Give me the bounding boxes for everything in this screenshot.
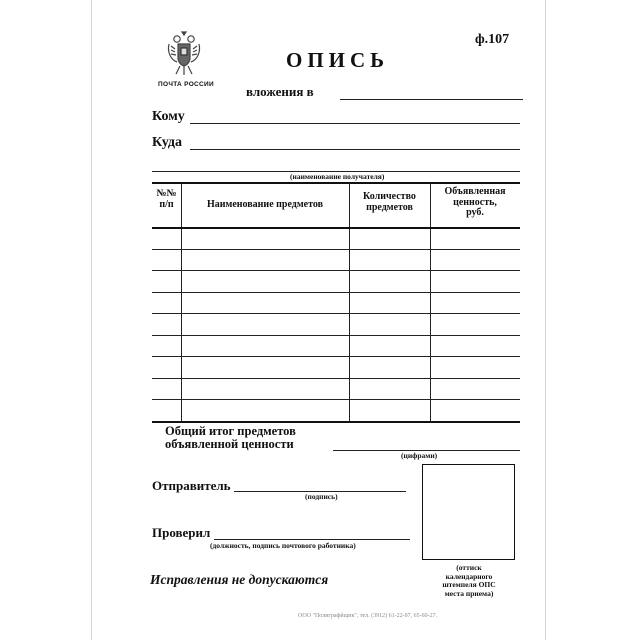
stamp-caption [414,564,524,598]
totals-label-line1: Общий итог предметов [165,424,296,438]
totals-label-line2: объявленной ценности [165,437,294,451]
table-row[interactable] [152,356,520,357]
header-value-line3: руб. [466,207,484,218]
postmark-stamp-box[interactable] [422,464,515,560]
printer-footer: ООО "Полиграфйщик", тел. (3912) 61-22-97, 65-60-27. [298,613,438,619]
table-header-bottom [152,227,520,229]
subtitle-label: вложения в [246,84,314,99]
checked-caption: (должность, подпись почтового работника) [210,541,356,550]
header-declared-value [430,187,520,219]
stamp-caption-line1: (оттиск [456,563,482,572]
sender-label: Отправитель [152,478,231,493]
header-value-line2: ценность, [453,196,497,208]
table-row[interactable] [152,313,520,314]
header-quantity-line2: предметов [366,201,413,213]
double-headed-eagle-icon [165,30,203,80]
table-row[interactable] [152,249,520,250]
stamp-caption-line4: места приема) [444,588,494,598]
where-field-line-1[interactable] [190,149,520,150]
checked-field[interactable] [214,539,410,540]
table-row[interactable] [152,378,520,379]
recipient-caption: (наименование получателя) [290,172,385,181]
to-field[interactable] [190,123,520,124]
table-row[interactable] [152,399,520,400]
sender-signature-caption: (подпись) [305,492,338,501]
page-title: ОПИСЬ [286,48,390,72]
brand-label: ПОЧТА РОССИИ [158,81,214,88]
totals-digits-caption: (цифрами) [401,451,438,460]
header-item-name: Наименование предметов [206,199,324,210]
checked-label: Проверил [152,525,211,540]
subtitle-field[interactable] [340,99,523,100]
table-col-divider [430,183,431,423]
form-code: ф.107 [475,32,510,47]
header-number [152,189,181,210]
header-quantity-line1: Количество [363,191,416,202]
header-quantity [349,192,430,213]
table-row[interactable] [152,270,520,271]
header-number-line1: №№ [156,188,177,199]
table-bottom-border [152,421,520,423]
stamp-caption-line2: календарного [445,571,493,581]
corrections-notice: Исправления не допускаются [150,572,329,587]
where-label: Куда [152,135,183,150]
table-col-divider [349,183,350,423]
table-col-divider [181,183,182,423]
stamp-caption-line3: штемпеля ОПС [442,580,496,589]
header-value-line1: Объявленная [444,186,506,197]
header-number-line2: п/п [159,198,174,210]
table-row[interactable] [152,292,520,293]
to-label: Кому [152,109,185,124]
table-top-border [152,182,520,184]
table-row[interactable] [152,335,520,336]
